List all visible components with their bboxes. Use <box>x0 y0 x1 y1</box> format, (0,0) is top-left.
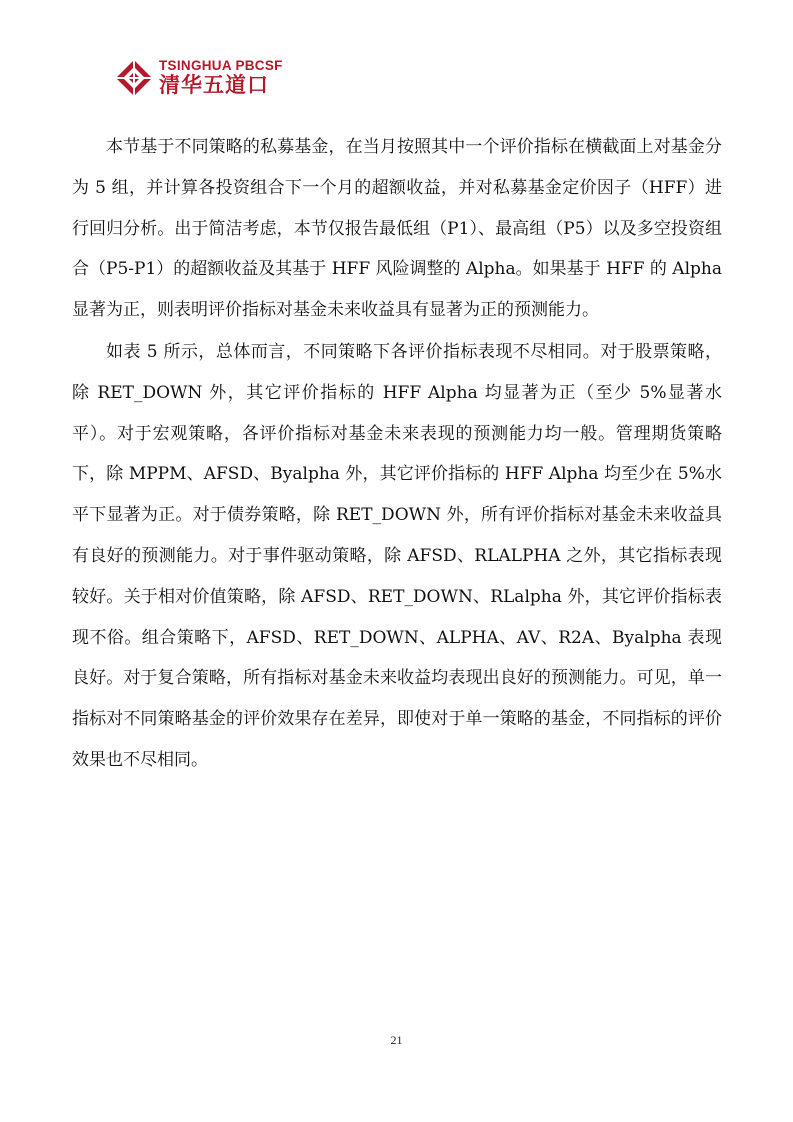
logo-english-text: TSINGHUA PBCSF <box>159 58 283 73</box>
body-text <box>72 127 722 781</box>
paragraph-2: 如表 5 所示，总体而言，不同策略下各评价指标表现不尽相同。对于股票策略，除 RET_DOWN 外，其它评价指标的 HFF Alpha 均显著为正（至少 5%显著水平）。对于宏观策略，各评价指标对基金未来表现的预测能力均一般。管理期货策略下，除 MPPM、AFSD、Byalpha 外，其它评价指标的 HFF Alpha 均至少在 5%水平下显著为正。对于债券策略，除 RET_DOWN 外，所有评价指标对基金未来收益具有良好的预测能力。对于事件驱动策略，除 AFSD、RLALPHA 之外，其它指标表现较好。关于相对价值策略，除 AFSD、RET_DOWN、RLalpha 外，其它评价指标表现不俗。组合策略下，AFSD、RET_DOWN、ALPHA、AV、R2A、Byalpha 表现良好。对于复合策略，所有指标对基金未来收益均表现出良好的预测能力。可见，单一指标对不同策略基金的评价效果存在差异，即使对于单一策略的基金，不同指标的评价效果也不尽相同。 <box>72 341 722 770</box>
logo-chinese-text: 清华五道口 <box>159 73 269 97</box>
paragraph-1: 本节基于不同策略的私募基金，在当月按照其中一个评价指标在横截面上对基金分为 5 组，并计算各投资组合下一个月的超额收益，并对私募基金定价因子（HFF）进行回归分析。出于简洁考虑，本节仅报告最低组（P1）、最高组（P5）以及多空投资组合（P5-P1）的超额收益及其基于 HFF 风险调整的 Alpha。如果基于 HFF 的 Alpha 显著为正，则表明评价指标对基金未来收益具有显著为正的预测能力。 <box>72 137 722 321</box>
header-logo <box>114 56 314 102</box>
page-number: 21 <box>390 1033 403 1047</box>
tsinghua-pbcsf-logo-icon <box>114 58 154 98</box>
